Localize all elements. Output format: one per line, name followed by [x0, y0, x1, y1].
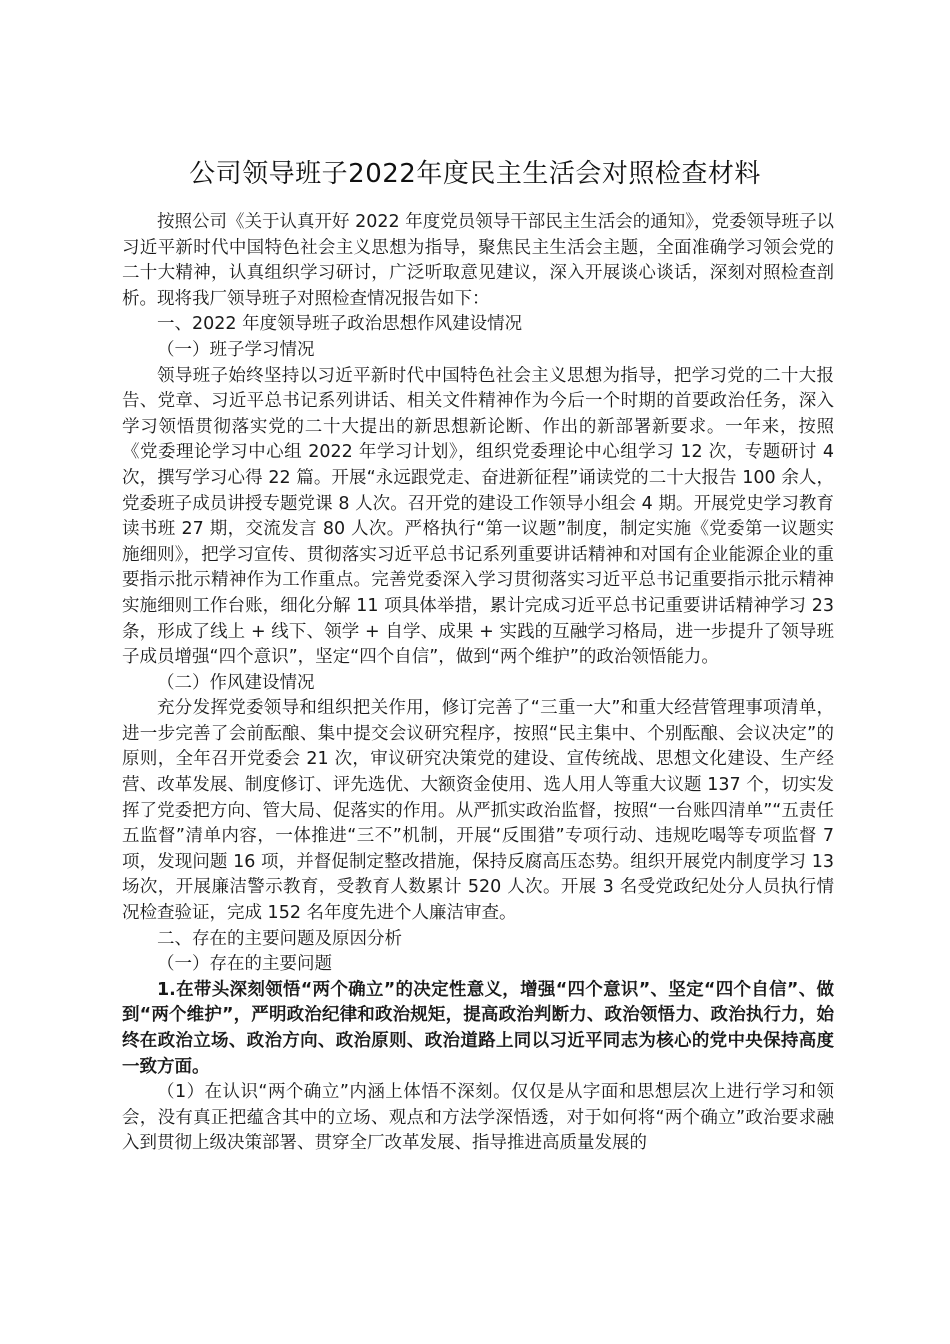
section-heading-1: 一、2022 年度领导班子政治思想作风建设情况: [157, 314, 523, 335]
style-paragraph: 充分发挥党委领导和组织把关作用，修订完善了“三重一大”和重大经营管理事项清单，进一步完善了会前酝酿、集中提交会议研究程序，按照“民主集中、个别酝酿、会议决定”的原则，全年召开党委会 21 次，审议研究决策党的建设、宣传统战、思想文化建设、生产经营、改革发展、制度修订、评先选优、大额资金使用、选人用人等重大议题 137 个，切实发挥了党委把方向、管大局、促落实的作用。从严抓实政治监督，按照“一台账四清单”“五责任五监督”清单内容，一体推进“三不”机制，开展“反围猎”专项行动、违规吃喝等专项监督 7 项，发现问题 16 项，并督促制定整改措施，保持反腐高压态势。组织开展党内制度学习 13 场次，开展廉洁警示教育，受教育人数累计 520 人次。开展 3 名受党政纪处分人员执行情况检查验证，完成 152 名年度先进个人廉洁审查。: [122, 698, 834, 924]
subsection-heading-study: （一）班子学习情况: [157, 339, 315, 360]
document-body: [122, 210, 834, 1157]
subsection-heading-style: （二）作风建设情况: [157, 672, 315, 693]
problem-1-paragraph: 1.在带头深刻领悟“两个确立”的决定性意义，增强“四个意识”、坚定“四个自信”、做到“两个维护”，严明政治纪律和政治规矩，提高政治判断力、政治领悟力、政治执行力，始终在政治立场、政治方向、政治原则、政治道路上同以习近平同志为核心的党中央保持高度一致方面。: [122, 979, 834, 1077]
intro-paragraph: 按照公司《关于认真开好 2022 年度党员领导干部民主生活会的通知》，党委领导班子以习近平新时代中国特色社会主义思想为指导，聚焦民主生活会主题，全面准确学习领会党的二十大精神，认真组织学习研讨，广泛听取意见建议，深入开展谈心谈话，深刻对照检查剖析。现将我厂领导班子对照检查情况报告如下：: [122, 212, 834, 309]
subsection-heading-problems: （一）存在的主要问题: [157, 954, 332, 975]
problem-1-1-paragraph: （1）在认识“两个确立”内涵上体悟不深刻。仅仅是从字面和思想层次上进行学习和领会，没有真正把蕴含其中的立场、观点和方法学深悟透，对于如何将“两个确立”政治要求融入到贯彻上级决策部署、贯穿全厂改革发展、指导推进高质量发展的: [122, 1082, 834, 1154]
study-paragraph: 领导班子始终坚持以习近平新时代中国特色社会主义思想为指导，把学习党的二十大报告、党章、习近平总书记系列讲话、相关文件精神作为今后一个时期的首要政治任务，深入学习领悟贯彻落实党的二十大提出的新思想新论断、作出的新部署新要求。一年来，按照《党委理论学习中心组 2022 年学习计划》，组织党委理论中心组学习 12 次，专题研讨 4 次，撰写学习心得 22 篇。开展“永远跟党走、奋进新征程”诵读党的二十大报告 100 余人，党委班子成员讲授专题党课 8 人次。召开党的建设工作领导小组会 4 期。开展党史学习教育读书班 27 期，交流发言 80 人次。严格执行“第一议题”制度，制定实施《党委第一议题实施细则》，把学习宣传、贯彻落实习近平总书记系列重要讲话精神和对国有企业能源企业的重要指示批示精神作为工作重点。完善党委深入学习贯彻落实习近平总书记重要指示批示精神实施细则工作台账，细化分解 11 项具体举措，累计完成习近平总书记重要讲话精神学习 23 条，形成了线上 + 线下、领学 + 自学、成果 + 实践的互融学习格局，进一步提升了领导班子成员增强“四个意识”，坚定“四个自信”，做到“两个维护”的政治领悟能力。: [122, 365, 834, 668]
section-heading-2: 二、存在的主要问题及原因分析: [157, 928, 402, 949]
document-title: 公司领导班子2022年度民主生活会对照检查材料: [189, 159, 761, 189]
